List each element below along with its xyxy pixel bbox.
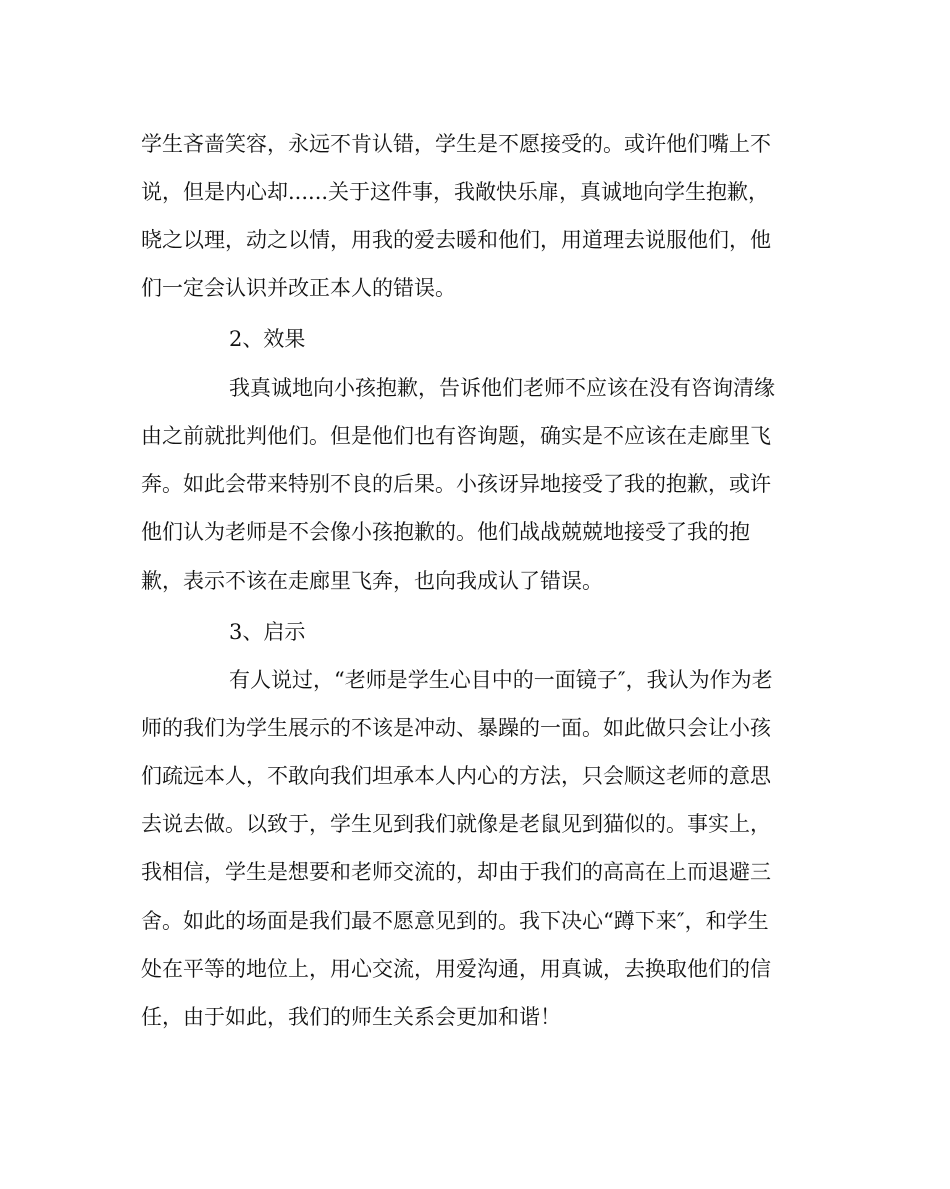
paragraph-3-line-1: 有人说过，“老师是学生心目中的一面镜子″，我认为作为老 [229,668,773,692]
paragraph-3-line-5: 我相信，学生是想要和老师交流的，却由于我们的高高在上而退避三 [141,860,771,884]
paragraph-1-line-1: 学生吝啬笑容，永远不肯认错，学生是不愿接受的。或许他们嘴上不 [141,132,771,156]
paragraph-3-line-2: 师的我们为学生展示的不该是冲动、暴躁的一面。如此做只会让小孩 [141,716,771,740]
paragraph-3-line-7: 处在平等的地位上，用心交流，用爱沟通，用真诚，去换取他们的信 [141,957,771,981]
paragraph-1-line-4: 们一定会认识并改正本人的错误。 [141,276,456,300]
paragraph-2-line-1: 我真诚地向小孩抱歉，告诉他们老师不应该在没有咨询清缘 [229,376,775,400]
section-heading-insight: 3、启示 [229,620,306,644]
paragraph-3-line-4: 去说去做。以致于，学生见到我们就像是老鼠见到猫似的。事实上， [141,812,771,836]
paragraph-3-line-6: 舍。如此的场面是我们最不愿意见到的。我下决心“蹲下来″，和学生 [141,909,769,933]
paragraph-3-line-8: 任，由于如此，我们的师生关系会更加和谐！ [141,1005,561,1029]
paragraph-2-line-2: 由之前就批判他们。但是他们也有咨询题，确实是不应该在走廊里飞 [141,424,771,448]
section-heading-effect: 2、效果 [229,327,306,351]
paragraph-2-line-3: 奔。如此会带来特别不良的后果。小孩讶异地接受了我的抱歉，或许 [141,472,771,496]
paragraph-1-line-3: 晓之以理，动之以情，用我的爱去暖和他们，用道理去说服他们，他 [141,228,771,252]
paragraph-1-line-2: 说，但是内心却......关于这件事，我敞快乐扉，真诚地向学生抱歉， [141,180,770,204]
paragraph-2-line-4: 他们认为老师是不会像小孩抱歉的。他们战战兢兢地接受了我的抱 [141,520,750,544]
paragraph-3-line-3: 们疏远本人，不敢向我们坦承本人内心的方法，只会顺这老师的意思 [141,764,771,788]
paragraph-2-line-5: 歉，表示不该在走廊里飞奔，也向我成认了错误。 [141,569,603,593]
